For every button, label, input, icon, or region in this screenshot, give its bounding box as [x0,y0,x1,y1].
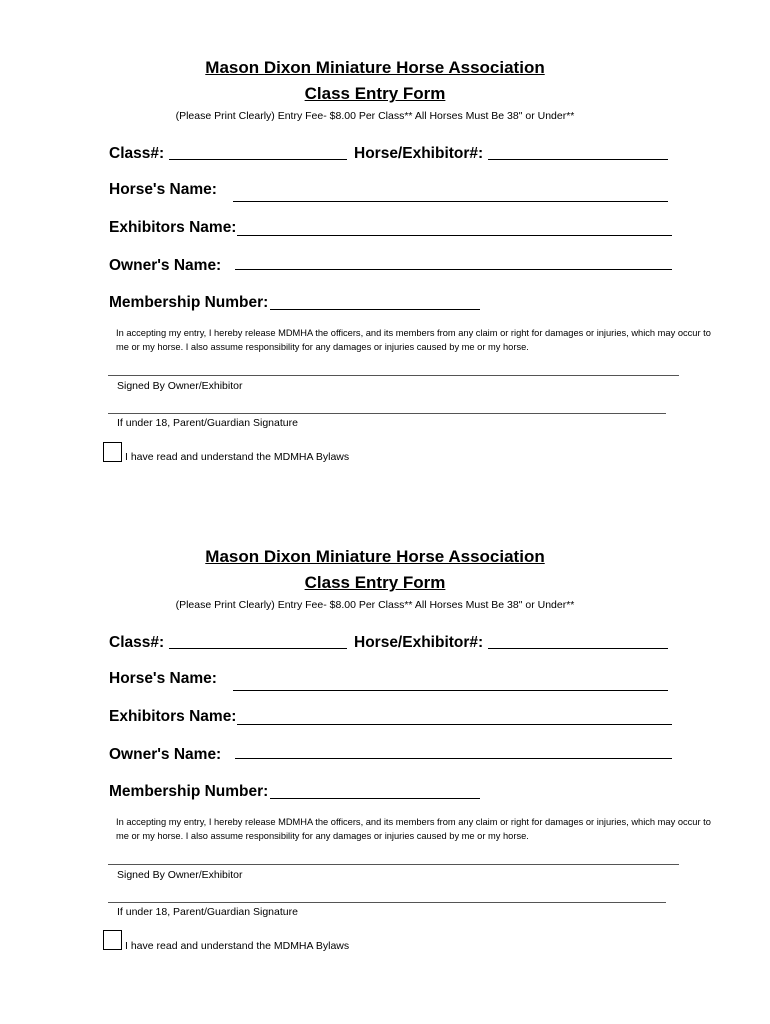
class-label: Class#: [109,145,165,162]
owners-name-label: Owner's Name: [109,257,222,274]
owner-signature-line[interactable] [108,864,679,865]
exhibitors-name-field[interactable] [237,724,672,725]
bylaws-checkbox[interactable] [103,930,122,950]
owners-name-field[interactable] [235,269,672,270]
owner-signature-line[interactable] [108,375,679,376]
exhibitors-name-label: Exhibitors Name: [109,708,237,725]
class-field[interactable] [169,648,347,649]
owners-name-field[interactable] [235,758,672,759]
guardian-signature-line[interactable] [108,902,666,903]
membership-label: Membership Number: [109,783,269,800]
horse-name-field[interactable] [233,201,668,202]
membership-field[interactable] [270,798,480,799]
release-text: In accepting my entry, I hereby release MDMHA the officers, and its members from any claim or right for damages or injuries, which may occur to me or my horse. I also assume responsibility for any damages or injuries caused by me or my horse. [116,817,711,841]
owners-name-label: Owner's Name: [109,746,222,763]
exhibitors-name-label: Exhibitors Name: [109,219,237,236]
release-text: In accepting my entry, I hereby release MDMHA the officers, and its members from any claim or right for damages or injuries, which may occur to me or my horse. I also assume responsibility for any damages or injuries caused by me or my horse. [116,328,711,352]
horse-exhibitor-label: Horse/Exhibitor#: [354,145,484,162]
guardian-label: If under 18, Parent/Guardian Signature [117,906,298,918]
entry-form-1 [0,56,770,496]
membership-label: Membership Number: [109,294,269,311]
form-subtitle: Class Entry Form [304,84,446,103]
form-title: Mason Dixon Miniature Horse Association [205,547,545,566]
signed-label: Signed By Owner/Exhibitor [117,380,243,392]
horse-exhibitor-field[interactable] [488,159,668,160]
horse-exhibitor-label: Horse/Exhibitor#: [354,634,484,651]
entry-fee-note: (Please Print Clearly) Entry Fee- $8.00 Per Class** All Horses Must Be 38" or Under** [175,599,575,611]
guardian-label: If under 18, Parent/Guardian Signature [117,417,298,429]
form-title: Mason Dixon Miniature Horse Association [205,58,545,77]
bylaws-label: I have read and understand the MDMHA Bylaws [125,940,350,952]
bylaws-checkbox[interactable] [103,442,122,462]
horse-name-label: Horse's Name: [109,670,217,687]
class-field[interactable] [169,159,347,160]
horse-name-field[interactable] [233,690,668,691]
exhibitors-name-field[interactable] [237,235,672,236]
form-subtitle: Class Entry Form [304,573,446,592]
class-label: Class#: [109,634,165,651]
entry-fee-note: (Please Print Clearly) Entry Fee- $8.00 Per Class** All Horses Must Be 38" or Under** [175,110,575,122]
entry-form-2 [0,545,770,985]
horse-exhibitor-field[interactable] [488,648,668,649]
horse-name-label: Horse's Name: [109,181,217,198]
bylaws-label: I have read and understand the MDMHA Bylaws [125,451,350,463]
guardian-signature-line[interactable] [108,413,666,414]
signed-label: Signed By Owner/Exhibitor [117,869,243,881]
membership-field[interactable] [270,309,480,310]
